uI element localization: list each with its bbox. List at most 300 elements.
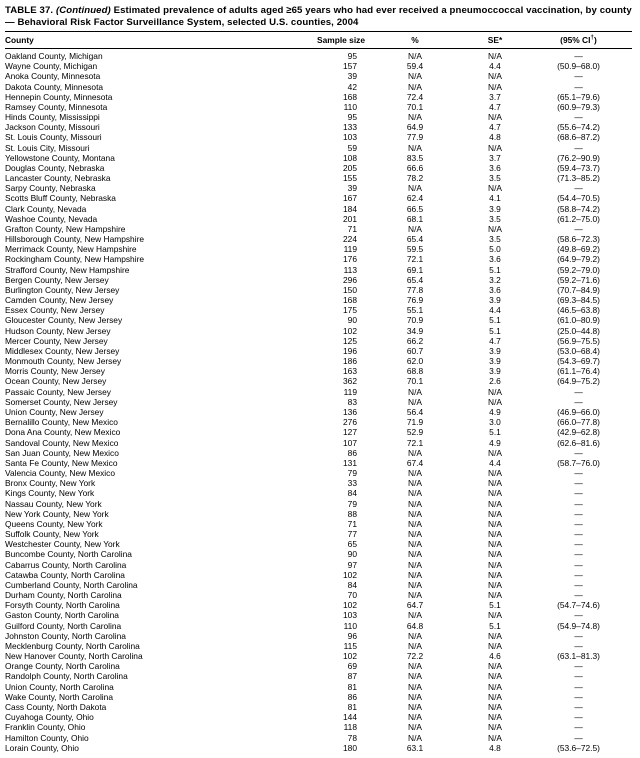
- table-cell: 110: [343, 101, 357, 112]
- table-cell: N/A: [408, 691, 422, 702]
- table-cell: 113: [343, 264, 357, 275]
- table-cell: Mecklenburg County, North Carolina: [5, 640, 140, 651]
- table-cell: N/A: [408, 579, 422, 590]
- table-row: [5, 509, 632, 519]
- table-cell: 70.1: [406, 101, 424, 112]
- table-cell: Burlington County, New Jersey: [5, 284, 120, 295]
- table-cell: N/A: [408, 732, 422, 743]
- table-cell: 59.5: [406, 244, 424, 255]
- table-cell: Westchester County, New York: [5, 539, 120, 550]
- table-cell: —: [574, 478, 583, 489]
- table-cell: 157: [343, 61, 357, 72]
- table-cell: 3.2: [489, 274, 501, 285]
- table-cell: 196: [343, 345, 357, 356]
- table-cell: N/A: [488, 681, 502, 692]
- table-cell: N/A: [408, 701, 422, 712]
- table-cell: (54.3–69.7): [557, 356, 600, 367]
- table-row: [5, 570, 632, 580]
- table-cell: 96: [347, 630, 357, 641]
- table-row: [5, 671, 632, 681]
- table-cell: Merrimack County, New Hampshire: [5, 244, 137, 255]
- table-cell: Kings County, New York: [5, 488, 95, 499]
- table-cell: N/A: [408, 640, 422, 651]
- table-row: [5, 346, 632, 356]
- table-cell: (66.0–77.8): [557, 417, 600, 428]
- table-row: [5, 305, 632, 315]
- table-cell: N/A: [408, 498, 422, 509]
- table-cell: —: [574, 630, 583, 641]
- table-cell: (61.0–80.9): [557, 315, 600, 326]
- table-cell: (53.6–72.5): [557, 742, 600, 753]
- table-cell: 95: [347, 112, 357, 123]
- table-cell: 70.9: [406, 315, 424, 326]
- table-row: [5, 651, 632, 661]
- table-cell: 3.6: [489, 162, 501, 173]
- table-cell: 83.5: [406, 152, 424, 163]
- table-cell: N/A: [408, 559, 422, 570]
- table-row: [5, 712, 632, 722]
- table-cell: 5.1: [489, 264, 501, 275]
- table-cell: N/A: [408, 488, 422, 499]
- table-row: [5, 590, 632, 600]
- table-row: [5, 580, 632, 590]
- table-cell: —: [574, 112, 583, 123]
- col-header-sample-size: Sample size: [317, 34, 365, 45]
- table-cell: Mercer County, New Jersey: [5, 335, 108, 346]
- table-cell: 66.5: [406, 203, 424, 214]
- table-cell: 4.7: [489, 101, 501, 112]
- table-cell: 4.7: [489, 335, 501, 346]
- table-row: [5, 488, 632, 498]
- table-cell: 34.9: [406, 325, 424, 336]
- table-cell: 72.1: [406, 437, 424, 448]
- table-cell: 60.7: [406, 345, 424, 356]
- table-cell: 84: [347, 488, 357, 499]
- data-table: [5, 31, 632, 753]
- table-cell: (68.6–87.2): [557, 132, 600, 143]
- table-cell: N/A: [488, 478, 502, 489]
- table-cell: (56.9–75.5): [557, 335, 600, 346]
- ci-footnote-marker: †: [590, 34, 595, 42]
- table-cell: 3.7: [489, 152, 501, 163]
- table-cell: N/A: [408, 112, 422, 123]
- table-cell: N/A: [488, 518, 502, 529]
- table-cell: (71.3–85.2): [557, 173, 600, 184]
- table-row: [5, 549, 632, 559]
- table-cell: (61.1–76.4): [557, 366, 600, 377]
- table-cell: N/A: [488, 396, 502, 407]
- table-cell: Cuyahoga County, Ohio: [5, 712, 94, 723]
- table-cell: 3.5: [489, 234, 501, 245]
- table-cell: Wayne County, Michigan: [5, 61, 98, 72]
- table-cell: Valencia County, New Mexico: [5, 468, 116, 479]
- table-cell: 64.8: [406, 620, 424, 631]
- table-cell: 184: [343, 203, 357, 214]
- table-cell: N/A: [408, 722, 422, 733]
- table-cell: N/A: [488, 630, 502, 641]
- table-cell: 56.4: [406, 407, 424, 417]
- table-cell: 86: [347, 447, 357, 458]
- table-cell: 83: [347, 396, 357, 407]
- table-row: [5, 265, 632, 275]
- table-cell: Cumberland County, North Carolina: [5, 579, 138, 590]
- table-cell: (58.8–74.2): [557, 203, 600, 214]
- table-cell: N/A: [408, 630, 422, 641]
- table-cell: 144: [343, 712, 357, 723]
- table-cell: 127: [343, 427, 357, 438]
- table-cell: N/A: [488, 671, 502, 682]
- table-cell: Anoka County, Minnesota: [5, 71, 101, 82]
- table-cell: N/A: [488, 579, 502, 590]
- table-cell: 102: [343, 325, 357, 336]
- table-cell: —: [574, 681, 583, 692]
- continued-label: (Continued): [55, 5, 111, 16]
- table-cell: N/A: [408, 183, 422, 194]
- table-row: [5, 275, 632, 285]
- table-cell: 362: [343, 376, 357, 387]
- table-cell: (62.6–81.6): [557, 437, 600, 448]
- table-cell: 64.9: [406, 122, 424, 133]
- table-cell: 90: [347, 315, 357, 326]
- table-cell: Johnston County, North Carolina: [5, 630, 126, 641]
- table-cell: 81: [347, 681, 357, 692]
- table-row: [5, 285, 632, 295]
- table-cell: N/A: [408, 681, 422, 692]
- table-cell: N/A: [408, 539, 422, 550]
- table-row: [5, 529, 632, 539]
- table-row: [5, 519, 632, 529]
- table-cell: Ramsey County, Minnesota: [5, 101, 108, 112]
- table-cell: 5.1: [489, 600, 501, 611]
- table-cell: 201: [343, 213, 357, 224]
- table-cell: 3.5: [489, 173, 501, 184]
- table-cell: —: [574, 661, 583, 672]
- table-cell: 4.6: [489, 651, 501, 662]
- table-cell: Hennepin County, Minnesota: [5, 91, 113, 102]
- table-cell: —: [574, 610, 583, 621]
- table-cell: 167: [343, 193, 357, 204]
- table-cell: 72.4: [406, 91, 424, 102]
- table-row: [5, 458, 632, 468]
- table-row: [5, 631, 632, 641]
- col-header-se: SE*: [487, 34, 503, 45]
- table-cell: —: [574, 549, 583, 560]
- table-cell: N/A: [488, 488, 502, 499]
- table-cell: N/A: [488, 81, 502, 92]
- table-cell: N/A: [408, 447, 422, 458]
- table-row: [5, 71, 632, 81]
- table-cell: Durham County, North Carolina: [5, 590, 122, 601]
- table-cell: Washoe County, Nevada: [5, 213, 98, 224]
- table-row: [5, 214, 632, 224]
- table-cell: Hudson County, New Jersey: [5, 325, 111, 336]
- table-row: [5, 387, 632, 397]
- table-row: [5, 560, 632, 570]
- table-cell: N/A: [408, 223, 422, 234]
- table-cell: N/A: [408, 386, 422, 397]
- table-row: [5, 193, 632, 203]
- table-cell: (60.9–79.3): [557, 101, 600, 112]
- table-cell: —: [574, 223, 583, 234]
- table-cell: 150: [343, 284, 357, 295]
- table-cell: N/A: [408, 549, 422, 560]
- table-cell: 87: [347, 671, 357, 682]
- table-cell: 4.4: [489, 61, 501, 72]
- table-cell: 3.5: [489, 213, 501, 224]
- col-header-ci: (95% CI†): [560, 34, 597, 45]
- table-cell: —: [574, 498, 583, 509]
- table-row: [5, 499, 632, 509]
- table-cell: N/A: [488, 508, 502, 519]
- table-cell: Guilford County, North Carolina: [5, 620, 122, 631]
- table-cell: (54.7–74.6): [557, 600, 600, 611]
- table-cell: (53.0–68.4): [557, 345, 600, 356]
- table-cell: 110: [343, 620, 357, 631]
- table-cell: 42: [347, 81, 357, 92]
- table-cell: 67.4: [406, 457, 424, 468]
- table-cell: Randolph County, North Carolina: [5, 671, 128, 682]
- table-cell: (64.9–75.2): [557, 376, 600, 387]
- table-cell: 39: [347, 183, 357, 194]
- table-cell: Hamilton County, Ohio: [5, 732, 89, 743]
- table-cell: (59.4–73.7): [557, 162, 600, 173]
- table-cell: —: [574, 640, 583, 651]
- table-cell: 71: [347, 518, 357, 529]
- table-row: [5, 48, 632, 61]
- table-cell: —: [574, 386, 583, 397]
- table-cell: 205: [343, 162, 357, 173]
- table-cell: N/A: [488, 610, 502, 621]
- table-cell: Camden County, New Jersey: [5, 295, 114, 306]
- table-cell: 2.6: [489, 376, 501, 387]
- table-row: [5, 336, 632, 346]
- table-cell: 168: [343, 295, 357, 306]
- table-row: [5, 376, 632, 386]
- table-cell: N/A: [488, 691, 502, 702]
- table-cell: 63.1: [406, 742, 424, 753]
- table-cell: N/A: [488, 112, 502, 123]
- table-cell: 66.2: [406, 335, 424, 346]
- table-cell: (46.5–63.8): [557, 305, 600, 316]
- table-cell: 72.1: [406, 254, 424, 265]
- table-cell: N/A: [408, 508, 422, 519]
- table-cell: 163: [343, 366, 357, 377]
- table-cell: Franklin County, Ohio: [5, 722, 86, 733]
- table-row: [5, 641, 632, 651]
- table-cell: —: [574, 732, 583, 743]
- table-cell: —: [574, 722, 583, 733]
- table-cell: N/A: [488, 539, 502, 550]
- table-cell: N/A: [488, 732, 502, 743]
- table-cell: N/A: [488, 468, 502, 479]
- table-cell: Lorain County, Ohio: [5, 742, 79, 753]
- table-cell: 4.9: [489, 437, 501, 448]
- table-body: [5, 48, 632, 752]
- table-cell: (59.2–71.6): [557, 274, 600, 285]
- table-cell: —: [574, 691, 583, 702]
- table-cell: (64.9–79.2): [557, 254, 600, 265]
- table-cell: 3.9: [489, 295, 501, 306]
- title-text: Estimated prevalence of adults aged ≥65 years who had ever received a pneumoccoccal vaccination, by county — Behavioral Risk Factor Surveillance System, selected U.S. counties, 2004: [5, 5, 632, 28]
- table-cell: (69.3–84.5): [557, 295, 600, 306]
- table-cell: —: [574, 447, 583, 458]
- table-row: [5, 356, 632, 366]
- table-cell: 88: [347, 508, 357, 519]
- table-row: [5, 132, 632, 142]
- table-cell: 119: [343, 244, 357, 255]
- table-cell: Cabarrus County, North Carolina: [5, 559, 127, 570]
- table-cell: 79: [347, 498, 357, 509]
- table-row: [5, 204, 632, 214]
- table-cell: (54.4–70.5): [557, 193, 600, 204]
- table-row: [5, 478, 632, 488]
- table-cell: (54.9–74.8): [557, 620, 600, 631]
- col-header-county: County: [5, 34, 34, 45]
- table-cell: 115: [343, 640, 357, 651]
- table-cell: 68.8: [406, 366, 424, 377]
- table-cell: Bernalillo County, New Mexico: [5, 417, 118, 428]
- table-cell: 70: [347, 590, 357, 601]
- table-cell: Hinds County, Mississippi: [5, 112, 100, 123]
- table-cell: N/A: [408, 569, 422, 580]
- table-row: [5, 244, 632, 254]
- table-cell: N/A: [408, 661, 422, 672]
- table-cell: N/A: [408, 81, 422, 92]
- table-cell: Dakota County, Minnesota: [5, 81, 104, 92]
- table-cell: 4.4: [489, 457, 501, 468]
- table-cell: Ocean County, New Jersey: [5, 376, 107, 387]
- table-cell: N/A: [488, 661, 502, 672]
- table-row: [5, 82, 632, 92]
- table-cell: N/A: [488, 640, 502, 651]
- table-cell: (25.0–44.8): [557, 325, 600, 336]
- table-cell: New Hanover County, North Carolina: [5, 651, 143, 662]
- table-cell: N/A: [488, 142, 502, 153]
- table-cell: 125: [343, 335, 357, 346]
- table-cell: N/A: [408, 529, 422, 540]
- table-cell: Lancaster County, Nebraska: [5, 173, 111, 184]
- table-cell: —: [574, 468, 583, 479]
- table-cell: 3.7: [489, 91, 501, 102]
- table-cell: —: [574, 81, 583, 92]
- table-cell: 78: [347, 732, 357, 743]
- table-row: [5, 143, 632, 153]
- col-header-percent: %: [411, 34, 419, 45]
- table-cell: 90: [347, 549, 357, 560]
- table-cell: —: [574, 539, 583, 550]
- table-row: [5, 600, 632, 610]
- table-cell: Bronx County, New York: [5, 478, 96, 489]
- table-cell: Yellowstone County, Montana: [5, 152, 115, 163]
- table-cell: Monmouth County, New Jersey: [5, 356, 122, 367]
- table-cell: 65.4: [406, 234, 424, 245]
- table-cell: 133: [343, 122, 357, 133]
- table-cell: Passaic County, New Jersey: [5, 386, 111, 397]
- table-cell: 77: [347, 529, 357, 540]
- table-cell: 3.9: [489, 203, 501, 214]
- se-footnote-marker: *: [498, 34, 503, 45]
- table-cell: Somerset County, New Jersey: [5, 396, 118, 407]
- table-cell: 224: [343, 234, 357, 245]
- table-cell: 3.9: [489, 366, 501, 377]
- table-row: [5, 621, 632, 631]
- table-cell: 55.1: [406, 305, 424, 316]
- table-row: [5, 417, 632, 427]
- table-cell: Queens County, New York: [5, 518, 103, 529]
- table-cell: 62.0: [406, 356, 424, 367]
- table-cell: —: [574, 488, 583, 499]
- table-cell: 175: [343, 305, 357, 316]
- table-cell: Catawba County, North Carolina: [5, 569, 125, 580]
- table-cell: 136: [343, 407, 357, 417]
- table-cell: N/A: [488, 549, 502, 560]
- table-row: [5, 61, 632, 71]
- table-cell: (63.1–81.3): [557, 651, 600, 662]
- table-row: [5, 254, 632, 264]
- table-cell: 4.8: [489, 132, 501, 143]
- table-cell: N/A: [488, 569, 502, 580]
- table-cell: —: [574, 529, 583, 540]
- table-row: [5, 692, 632, 702]
- table-cell: 77.8: [406, 284, 424, 295]
- table-cell: N/A: [488, 498, 502, 509]
- table-cell: 102: [343, 569, 357, 580]
- table-cell: 103: [343, 132, 357, 143]
- table-cell: N/A: [408, 396, 422, 407]
- table-cell: N/A: [408, 71, 422, 82]
- table-cell: 59: [347, 142, 357, 153]
- table-cell: N/A: [408, 671, 422, 682]
- table-cell: St. Louis City, Missouri: [5, 142, 90, 153]
- table-cell: Wake County, North Carolina: [5, 691, 113, 702]
- table-row: [5, 468, 632, 478]
- table-cell: —: [574, 671, 583, 682]
- table-cell: 52.9: [406, 427, 424, 438]
- table-cell: Union County, New Jersey: [5, 407, 104, 417]
- table-cell: 59.4: [406, 61, 424, 72]
- table-cell: 97: [347, 559, 357, 570]
- table-row: [5, 743, 632, 753]
- table-cell: Essex County, New Jersey: [5, 305, 105, 316]
- table-cell: 79: [347, 468, 357, 479]
- table-cell: 107: [343, 437, 357, 448]
- table-cell: Scotts Bluff County, Nebraska: [5, 193, 116, 204]
- table-cell: 81: [347, 701, 357, 712]
- table-cell: N/A: [488, 712, 502, 723]
- table-cell: (76.2–90.9): [557, 152, 600, 163]
- table-cell: 64.7: [406, 600, 424, 611]
- table-cell: 176: [343, 254, 357, 265]
- table-cell: —: [574, 71, 583, 82]
- table-cell: 108: [343, 152, 357, 163]
- table-cell: 5.1: [489, 315, 501, 326]
- table-row: [5, 448, 632, 458]
- table-cell: N/A: [488, 71, 502, 82]
- table-cell: Bergen County, New Jersey: [5, 274, 109, 285]
- table-cell: (46.9–66.0): [557, 407, 600, 417]
- table-cell: —: [574, 590, 583, 601]
- table-cell: 69: [347, 661, 357, 672]
- table-row: [5, 173, 632, 183]
- table-row: [5, 661, 632, 671]
- table-cell: (59.2–79.0): [557, 264, 600, 275]
- table-row: [5, 102, 632, 112]
- table-row: [5, 733, 632, 743]
- table-row: [5, 702, 632, 712]
- table-row: [5, 295, 632, 305]
- table-cell: Dona Ana County, New Mexico: [5, 427, 121, 438]
- table-cell: —: [574, 183, 583, 194]
